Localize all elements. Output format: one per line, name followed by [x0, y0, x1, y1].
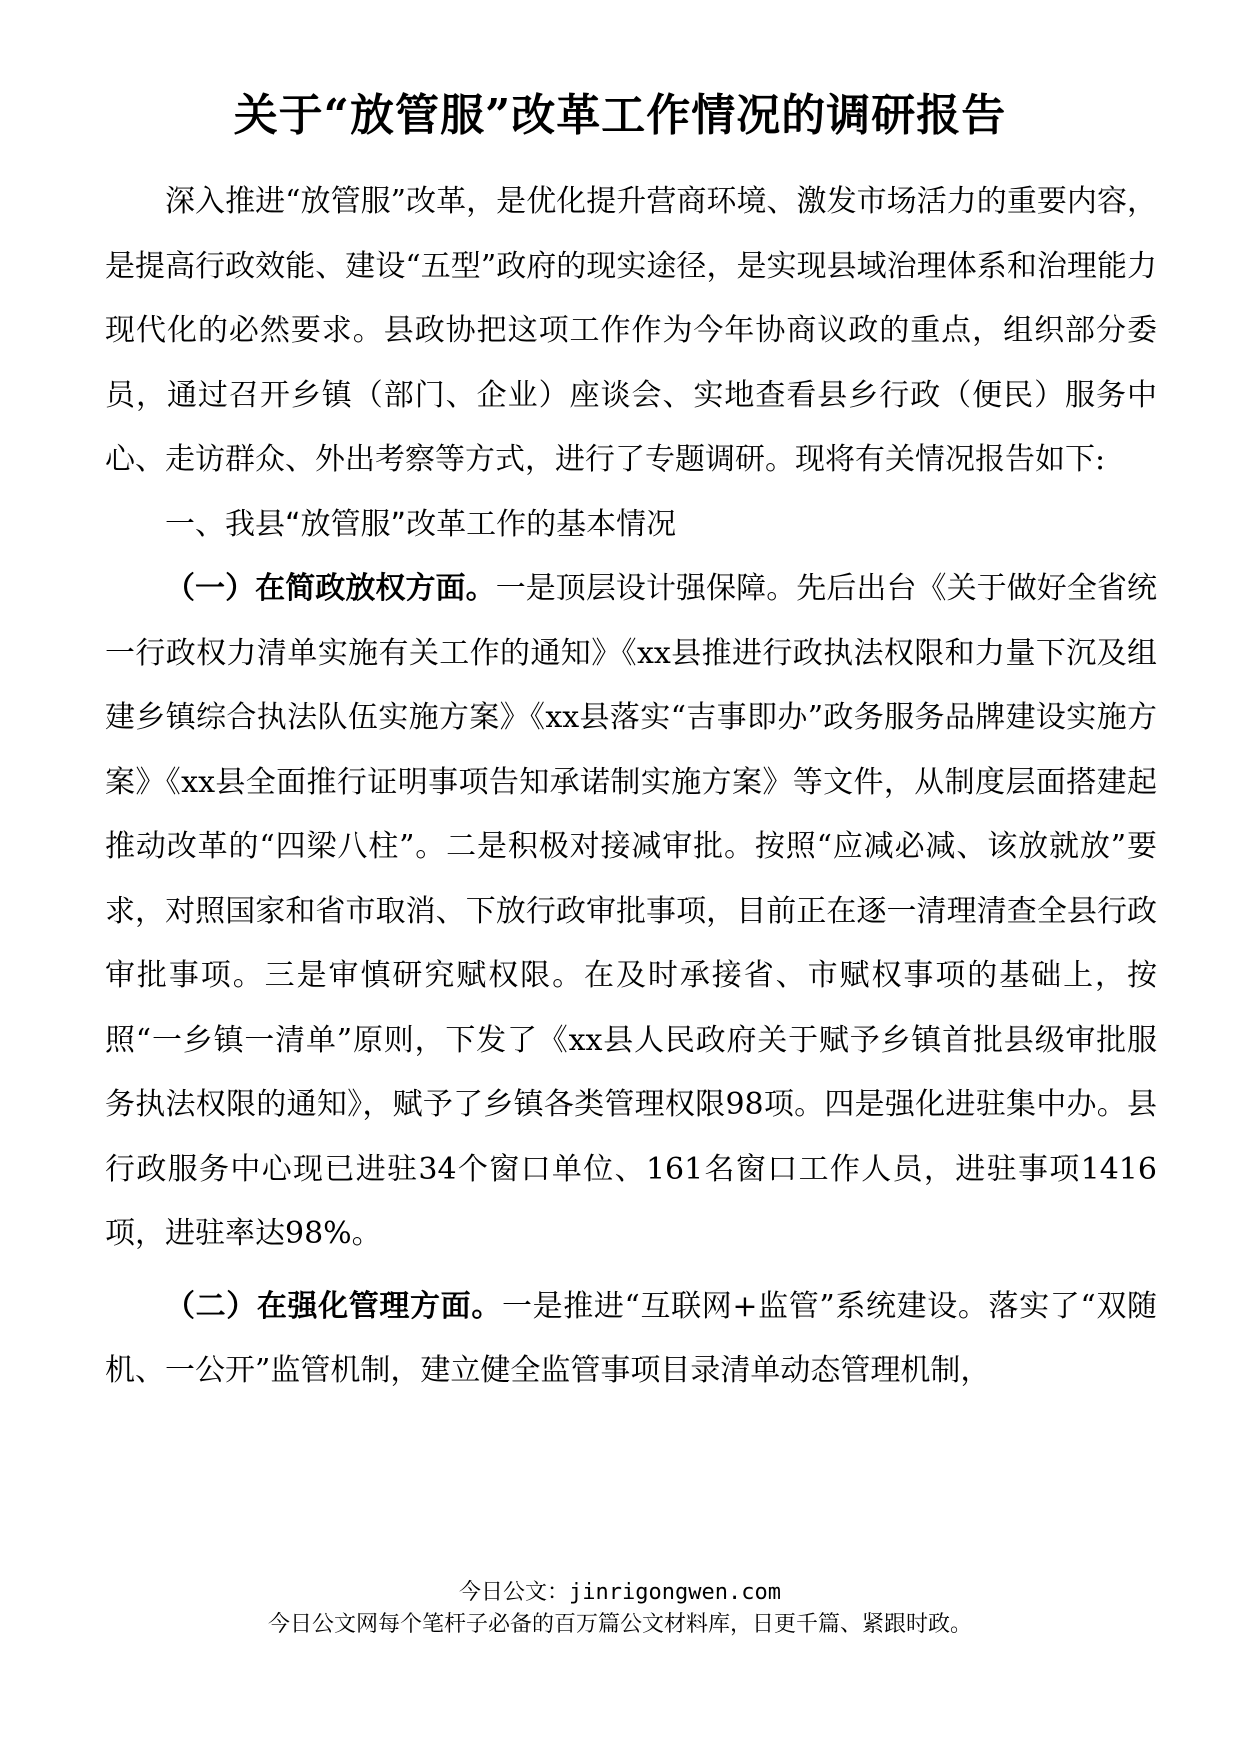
- document-title: 关于“放管服”改革工作情况的调研报告: [233, 90, 1007, 141]
- subsection-text-2: 一是推进“互联网+监管”系统建设。落实了“双随机、一公开”监管机制，建立健全监管事项目录清单动态管理机制，: [105, 1288, 1157, 1388]
- footer-source-label: 今日公文：: [459, 1580, 570, 1605]
- intro-paragraph: 深入推进“放管服”改革，是优化提升营商环境、激发市场活力的重要内容，是提高行政效能、建设“五型”政府的现实途径，是实现县域治理体系和治理能力现代化的必然要求。县政协把这项工作作为今年协商议政的重点，组织部分委员，通过召开乡镇（部门、企业）座谈会、实地查看县乡行政（便民）服务中心、走访群众、外出考察等方式，进行了专题调研。现将有关情况报告如下:: [105, 184, 1157, 477]
- subsection-text-1: 一是顶层设计强保障。先后出台《关于做好全省统一行政权力清单实施有关工作的通知》《xx县推进行政执法权限和力量下沉及组建乡镇综合执法队伍实施方案》《xx县落实“吉事即办”政务服务品牌建设实施方案》《xx县全面推行证明事项告知承诺制实施方案》等文件，从制度层面搭建起推动改革的“四梁八柱”。二是积极对接减审批。按照“应减必减、该放就放”要求，对照国家和省市取消、下放行政审批事项，目前正在逐一清理清查全县行政审批事项。三是审慎研究赋权限。在及时承接省、市赋权事项的基础上，按照“一乡镇一清单”原则，下发了《xx县人民政府关于赋予乡镇首批县级审批服务执法权限的通知》，赋予了乡镇各类管理权限98项。四是强化进驻集中办。县行政服务中心现已进驻34个窗口单位、161名窗口工作人员，进驻事项1416项，进驻率达98%。: [105, 571, 1157, 1251]
- document-body: [105, 170, 1157, 1404]
- footer-slogan: 今日公文网每个笔杆子必备的百万篇公文材料库，日更千篇、紧跟时政。: [267, 1612, 972, 1637]
- section-heading: 一、我县“放管服”改革工作的基本情况: [165, 506, 677, 542]
- subsection-label-1: （一）在简政放权方面。: [165, 571, 496, 606]
- subsection-paragraph-1: [105, 557, 1157, 1267]
- footer-url-link[interactable]: jinrigongwen.com: [569, 1580, 781, 1605]
- subsection-paragraph-2: [105, 1275, 1157, 1404]
- subsection-label-2: （二）在强化管理方面。: [165, 1288, 502, 1324]
- footer-source-line: [0, 1578, 1240, 1608]
